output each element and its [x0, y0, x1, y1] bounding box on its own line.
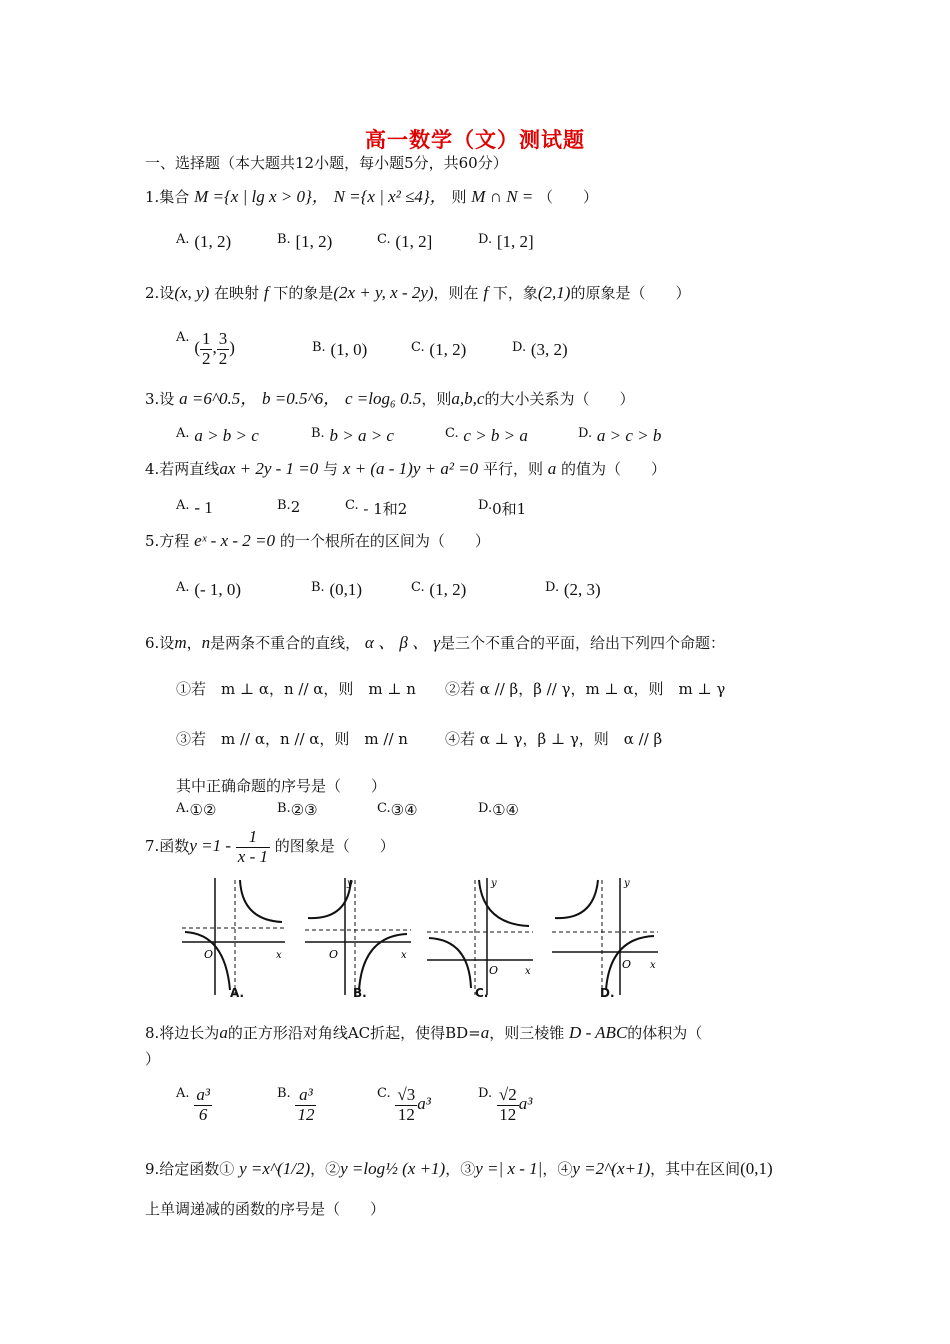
question-9: [145, 1158, 773, 1179]
q6-option-c[interactable]: [377, 801, 418, 819]
q5-option-b[interactable]: [311, 580, 362, 600]
question-3: [145, 384, 634, 409]
q3-vars: a,b,c: [451, 389, 485, 408]
option-value: (3, 2): [530, 340, 568, 359]
q7-graph-a[interactable]: [180, 870, 295, 1002]
option-label: D.: [545, 580, 560, 595]
q2-label: 2.设: [145, 284, 175, 302]
frac-num: √3: [397, 1085, 416, 1104]
option-value: (1, 0): [330, 340, 368, 359]
option-value: 0和1: [492, 500, 527, 518]
q8-a: a: [480, 1023, 490, 1042]
q2-f: f: [263, 283, 269, 302]
frac-den: 12: [297, 1104, 315, 1124]
graph-label: A.: [230, 986, 245, 1000]
question-6: [145, 628, 725, 653]
option-label: C.: [411, 580, 425, 595]
q3-c: c =log₆ 0.5: [344, 389, 422, 408]
q4-label: 4.若两直线: [145, 460, 220, 478]
option-value: (1, 2): [194, 232, 232, 251]
option-label: D.: [478, 1086, 493, 1101]
q2-text: ，则在: [433, 284, 479, 302]
option-value: (1, 2): [429, 580, 467, 599]
option-label: A.: [176, 498, 190, 513]
question-1: [145, 182, 598, 207]
graph-label: D.: [600, 986, 615, 1000]
frac-den: 2: [201, 348, 211, 368]
q2-text: 的原象是（ ）: [570, 284, 691, 302]
q2-text: 在映射: [214, 284, 260, 302]
option-value: a > c > b: [596, 426, 662, 445]
svg-text:x: x: [401, 950, 407, 961]
q8-option-d[interactable]: [478, 1086, 532, 1124]
question-2: [145, 282, 690, 303]
q2-point: (2,1): [537, 283, 571, 302]
q6-proposition-1: ①若 m ⊥ α，n // α，则 m ⊥ n: [176, 680, 416, 698]
q3-a: a =6^0.5，: [179, 389, 258, 408]
option-label: A.: [176, 426, 190, 441]
option-value: [1, 2]: [496, 232, 534, 251]
q9-text: ，③: [445, 1160, 476, 1178]
option-label: B.: [311, 580, 325, 595]
question-8: [145, 1022, 702, 1043]
option-value: ①②: [189, 801, 217, 819]
option-value: ③④: [390, 801, 418, 819]
frac-den: 6: [198, 1104, 208, 1124]
q9-interval: (0,1): [740, 1159, 773, 1178]
question-7: [145, 828, 395, 866]
frac-den: 2: [218, 348, 228, 368]
option-label: B.: [277, 232, 291, 247]
svg-text:y: y: [491, 878, 497, 889]
option-label: B.: [277, 801, 291, 816]
frac-den: 12: [499, 1104, 517, 1124]
q2-option-c[interactable]: [411, 340, 466, 360]
svg-text:O: O: [204, 948, 214, 961]
q1-option-c[interactable]: [377, 232, 432, 252]
q5-option-d[interactable]: [545, 580, 601, 600]
q9-f2: y =log½ (x +1): [340, 1159, 446, 1178]
q2-f: f: [483, 283, 489, 302]
q8-text: 的正方形沿对角线AC折起，使得BD=: [227, 1024, 481, 1042]
option-label: B.: [277, 1086, 291, 1101]
graph-d-icon: [550, 870, 665, 1002]
option-label: D.: [478, 232, 493, 247]
svg-text:O: O: [622, 958, 632, 971]
frac-num: √2: [498, 1085, 517, 1104]
graph-c-icon: [425, 870, 540, 1002]
q8-paren-close: ）: [145, 1050, 161, 1068]
q1-then: 则: [451, 188, 467, 206]
q8-label: 8.将边长为: [145, 1024, 220, 1042]
q6-m: m: [174, 633, 187, 652]
q6-ask: 其中正确命题的序号是（ ）: [176, 777, 387, 795]
q4-option-c[interactable]: [345, 498, 407, 519]
option-label: C.: [345, 498, 359, 513]
q6-n: n: [201, 633, 211, 652]
option-label: B.: [311, 426, 325, 441]
q1-set-m: M ={x | lg x > 0}，: [194, 187, 329, 206]
option-value: - 1和2: [363, 500, 408, 518]
option-label: A.: [176, 232, 190, 247]
q2-text: 下，象: [492, 284, 538, 302]
q9-text: ，④: [542, 1160, 573, 1178]
q3-option-d[interactable]: [578, 426, 661, 446]
frac-num: 1: [201, 329, 211, 348]
q1-option-d[interactable]: [478, 232, 534, 252]
q5-text: 的一个根所在的区间为（ ）: [279, 532, 490, 550]
option-label: C.: [411, 340, 425, 355]
q1-option-b[interactable]: [277, 232, 332, 252]
option-label: A.: [176, 330, 190, 345]
option-value: (1, 2): [429, 340, 467, 359]
frac-num: a³: [196, 1085, 210, 1104]
page-title: 高一数学（文）测试题: [365, 128, 585, 152]
option-value: (- 1, 0): [194, 580, 242, 599]
option-value: (1, 2]: [395, 232, 433, 251]
option-suffix: a³: [417, 1094, 431, 1114]
graph-label: B.: [353, 986, 367, 1000]
q3-b: b =0.5^6，: [262, 389, 341, 408]
option-suffix: a³: [518, 1094, 533, 1114]
q6-option-d[interactable]: [478, 801, 519, 819]
q1-expr: M ∩ N =: [471, 187, 534, 206]
q4-text: 的值为（ ）: [561, 460, 667, 478]
q6-proposition-3: ③若 m // α，n // α，则 m // n: [176, 730, 408, 748]
graph-b-icon: [303, 870, 418, 1002]
q8-pyramid: D - ABC: [569, 1023, 628, 1042]
frac-num: a³: [295, 1086, 316, 1106]
graph-a-icon: [180, 870, 295, 1002]
q3-option-b[interactable]: [311, 426, 394, 446]
q3-text: 的大小关系为（ ）: [484, 390, 635, 408]
q1-label: 1.集合: [145, 188, 190, 206]
option-label: C.: [445, 426, 459, 441]
option-label: D.: [478, 801, 493, 816]
svg-text:x: x: [525, 966, 531, 977]
q7-text: 的图象是（ ）: [274, 837, 395, 856]
q5-option-a[interactable]: [176, 580, 241, 600]
svg-text:x: x: [276, 950, 282, 961]
q8-text: ，则三棱锥: [489, 1024, 565, 1042]
option-value: - 1: [194, 498, 213, 517]
q9-text: ，其中在区间: [650, 1160, 741, 1178]
q4-option-d[interactable]: [478, 498, 526, 519]
option-label: A.: [176, 1086, 190, 1101]
q4-line1: ax + 2y - 1 =0: [219, 459, 319, 478]
q6-option-b[interactable]: [277, 801, 318, 819]
frac-num: 1: [236, 828, 270, 848]
option-label: C.: [377, 1086, 391, 1101]
svg-text:x: x: [650, 960, 656, 971]
q2-image: (2x + y, x - 2y): [333, 283, 434, 302]
q6-text: 是两条不重合的直线，: [210, 634, 361, 652]
option-label: D.: [578, 426, 593, 441]
svg-text:O: O: [489, 964, 499, 977]
q5-option-c[interactable]: [411, 580, 466, 600]
q2-option-a[interactable]: A. ( $\frac{1}{2}$ , $\frac{3}{2}$ ): [176, 329, 235, 368]
q4-text: 平行，则: [482, 460, 543, 478]
q7-graph-c[interactable]: [425, 870, 540, 1002]
svg-text:y: y: [624, 878, 630, 889]
q7-graph-d[interactable]: [550, 870, 665, 1002]
q7-graph-b[interactable]: [303, 870, 418, 1002]
option-label: D.: [478, 498, 493, 513]
option-label: C.: [377, 232, 391, 247]
q7-label: 7.函数: [145, 837, 190, 856]
q4-option-b[interactable]: [277, 498, 300, 516]
option-value: 2: [290, 498, 301, 516]
q2-text: 下的象是: [273, 284, 334, 302]
question-5: [145, 530, 490, 551]
q9-text: ，②: [310, 1160, 341, 1178]
q5-label: 5.方程: [145, 532, 190, 550]
q8-option-b[interactable]: [277, 1086, 316, 1124]
q9-label: 9.给定函数①: [145, 1160, 235, 1178]
graph-label: C.: [475, 986, 489, 1000]
q6-option-a[interactable]: [176, 801, 216, 819]
option-label: B.: [312, 340, 326, 355]
q9-f4: y =2^(x+1): [572, 1159, 651, 1178]
q4-line2: x + (a - 1)y + a² =0: [342, 459, 479, 478]
q6-label: 6.设: [145, 634, 175, 652]
q3-text: ，则: [421, 390, 452, 408]
svg-text:y: y: [347, 878, 353, 889]
option-value: b > a > c: [329, 426, 394, 445]
frac-num: 3: [218, 329, 228, 348]
question-4: [145, 458, 666, 479]
q2-option-d[interactable]: [512, 340, 568, 360]
q4-option-a[interactable]: [176, 498, 213, 518]
q1-option-a[interactable]: [176, 232, 231, 252]
option-label: B.: [277, 498, 291, 513]
option-label: A.: [176, 801, 190, 816]
q6-text: 是三个不重合的平面，给出下列四个命题：: [440, 634, 726, 652]
option-label: A.: [176, 580, 190, 595]
q3-label: 3.设: [145, 390, 175, 408]
q2-option-b[interactable]: [312, 340, 367, 360]
q8-text: 的体积为（: [627, 1024, 703, 1042]
q6-planes: α 、 β 、 γ: [364, 633, 440, 652]
q4-a: a: [547, 459, 557, 478]
q4-text: 与: [323, 460, 339, 478]
q6-proposition-2: ②若 α // β，β // γ，m ⊥ α，则 m ⊥ γ: [445, 680, 726, 698]
option-value: a > b > c: [194, 426, 259, 445]
option-value: [1, 2): [295, 232, 333, 251]
q8-a: a: [219, 1023, 228, 1042]
q2-xy: (x, y): [174, 283, 210, 302]
q9-continued: 上单调递减的函数的序号是（ ）: [145, 1200, 386, 1218]
q6-proposition-4: ④若 α ⊥ γ，β ⊥ γ，则 α // β: [445, 730, 663, 748]
q9-f1: y =x^(1/2): [239, 1159, 311, 1178]
svg-text:O: O: [329, 948, 339, 961]
q7-graphs: [175, 870, 665, 1005]
q3-option-a[interactable]: [176, 426, 259, 446]
option-value: ①④: [492, 801, 519, 819]
option-value: c > b > a: [463, 426, 528, 445]
q6-sep: ，: [186, 634, 202, 652]
q7-func: y =1 -: [189, 836, 231, 856]
q8-option-a[interactable]: [176, 1086, 212, 1124]
option-value: ②③: [290, 801, 318, 819]
option-label: D.: [512, 340, 527, 355]
q5-equation: eˣ - x - 2 =0: [194, 531, 276, 550]
q3-option-c[interactable]: [445, 426, 528, 446]
option-label: C.: [377, 801, 391, 816]
option-value: (0,1): [329, 580, 363, 599]
frac-den: 12: [397, 1104, 415, 1124]
q9-f3: y =| x - 1|: [475, 1159, 543, 1178]
q1-set-n: N ={x | x² ≤4}，: [333, 187, 447, 206]
frac-den: x - 1: [237, 846, 268, 866]
q1-paren: （ ）: [538, 188, 599, 206]
option-value: (2, 3): [563, 580, 601, 599]
section-heading: 一、选择题（本大题共12小题，每小题5分，共60分）: [145, 154, 508, 172]
q8-option-c[interactable]: [377, 1086, 431, 1124]
